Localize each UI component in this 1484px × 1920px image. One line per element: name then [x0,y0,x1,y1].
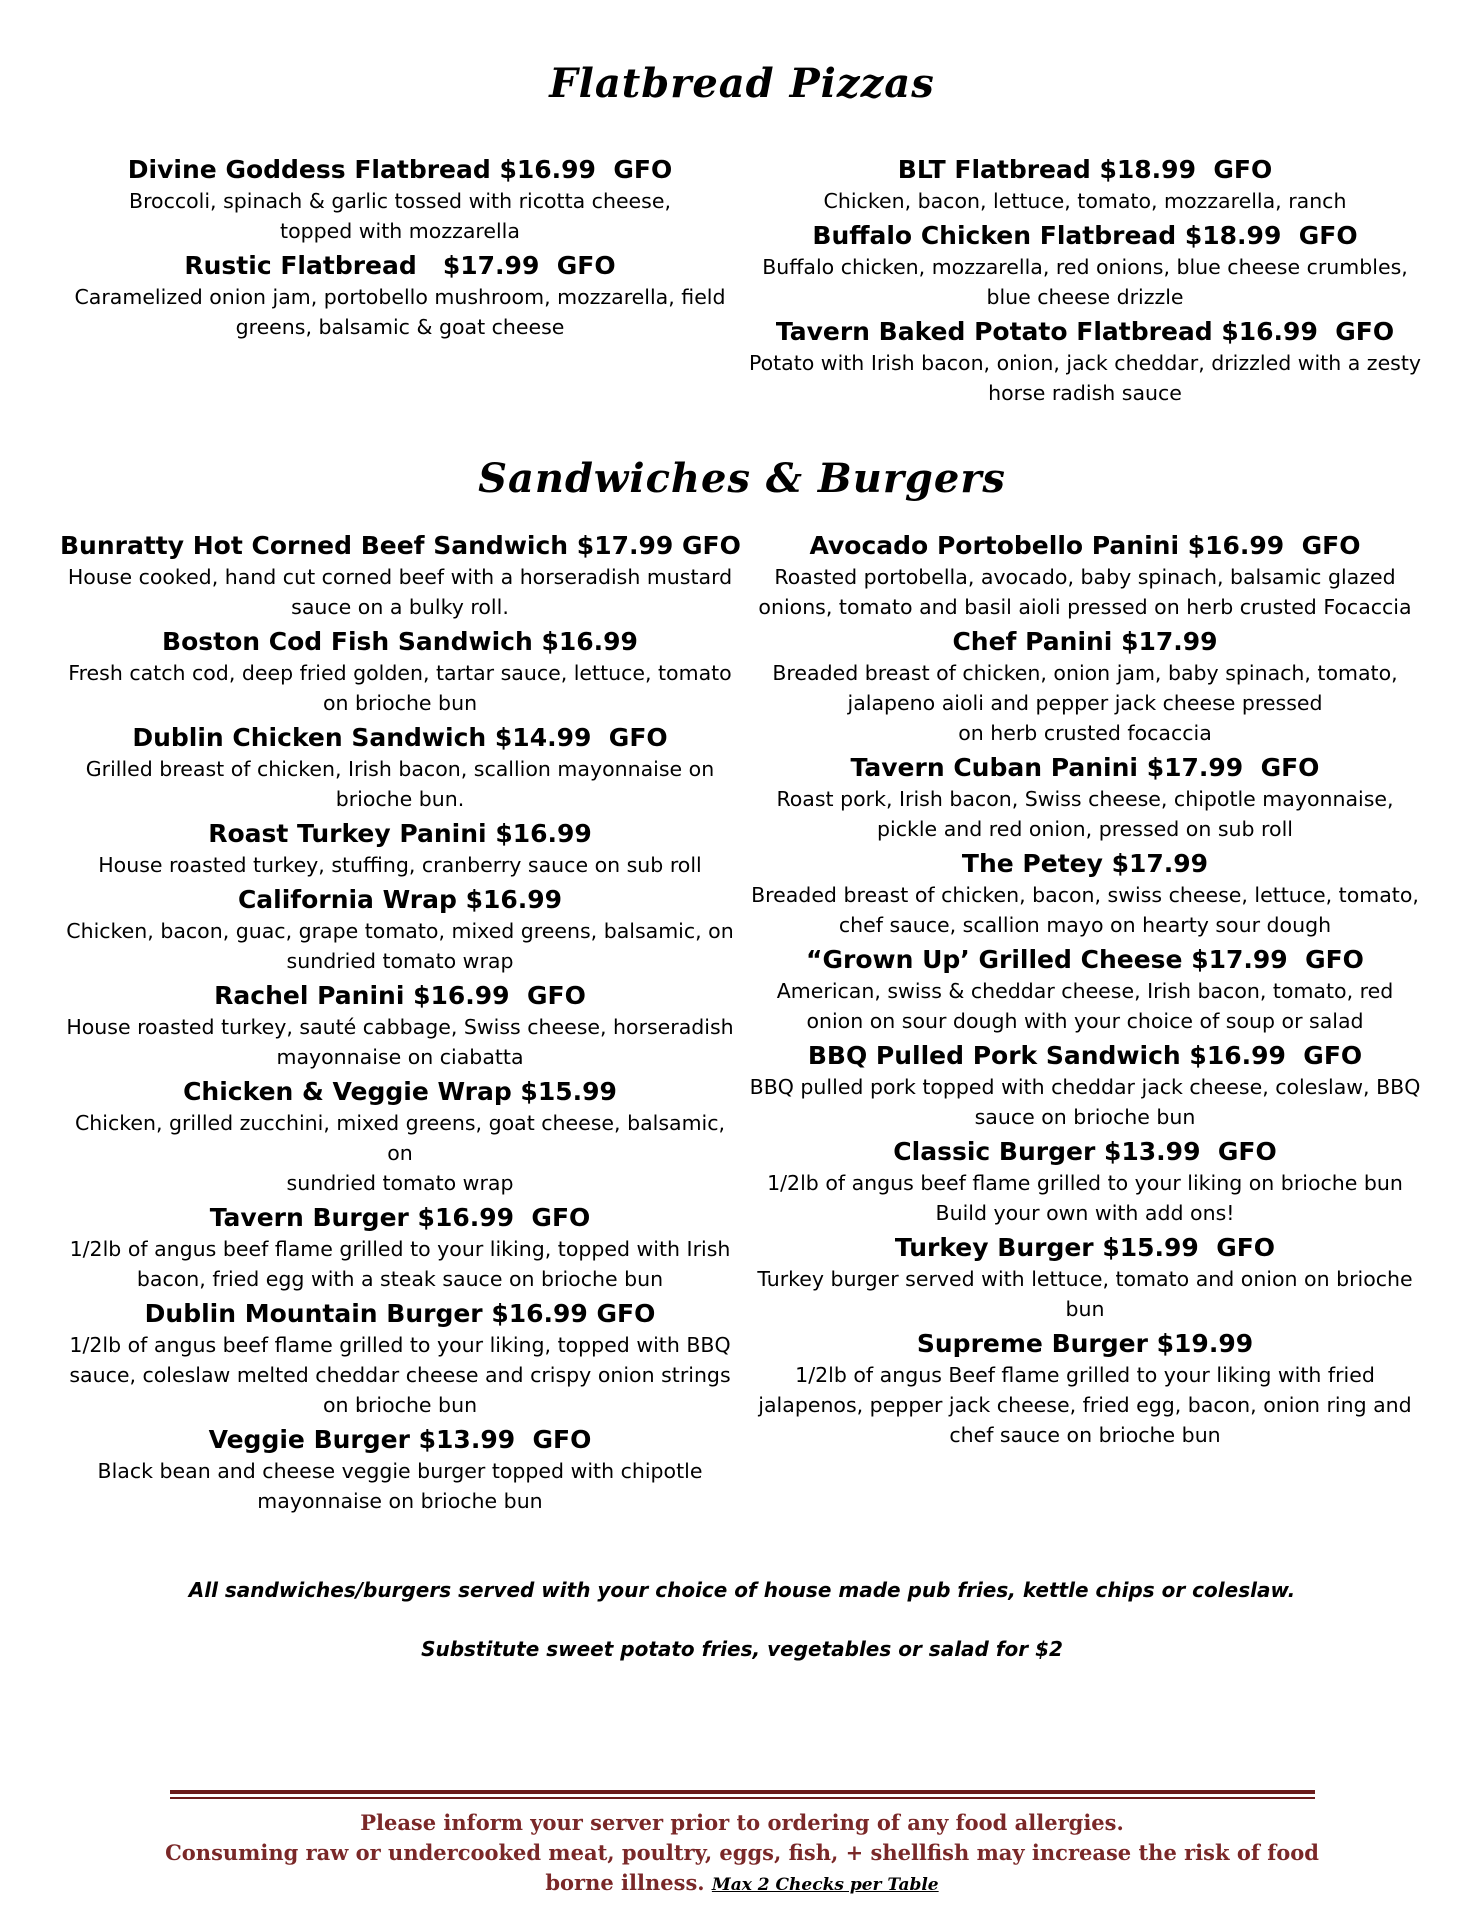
menu-item-description: Chicken, grilled zucchini, mixed greens, goat cheese, balsamic, on [74,1111,726,1165]
menu-item [60,980,740,1072]
menu-item-description: Roasted portobella, avocado, baby spinach, balsamic glazed [774,565,1396,589]
menu-item [60,1298,740,1420]
menu-item-title: Boston Cod Fish Sandwich $16.99 [162,627,638,656]
menu-item-title: Dublin Mountain Burger $16.99 GFO [144,1299,656,1328]
menu-item-title: Bunratty Hot Corned Beef Sandwich $17.99 GFO [60,531,741,560]
menu-item-description: sauce, coleslaw melted cheddar cheese and crispy onion strings [69,1363,731,1387]
menu-item [60,154,740,246]
raw-food-warning-end-text: borne illness [545,1870,698,1895]
menu-item-description: Turkey burger served with lettuce, tomato and onion on brioche [757,1267,1413,1291]
menu-item-description: chef sauce, scallion mayo on hearty sour dough [838,913,1332,937]
menu-item [60,626,740,718]
menu-item [745,944,1425,1036]
menu-item-description: House cooked, hand cut corned beef with a horseradish mustard [67,565,733,589]
menu-item-description: Buffalo chicken, mozzarella, red onions, blue cheese crumbles, [762,255,1408,279]
menu-item [745,1040,1425,1132]
menu-item-description: 1/2lb of angus beef flame grilled to your liking, topped with Irish [69,1237,731,1261]
menu-item [60,1076,740,1198]
menu-item-description: Black bean and cheese veggie burger topped with chipotle [97,1459,703,1483]
menu-item-description: blue cheese drizzle [986,285,1184,309]
menu-item-description: Breaded breast of chicken, bacon, swiss cheese, lettuce, tomato, [751,883,1419,907]
menu-item-title: Avocado Portobello Panini $16.99 GFO [809,531,1361,560]
menu-item-description: 1/2lb of angus beef flame grilled to your liking on brioche bun [767,1171,1403,1195]
menu-item-description: Broccoli, spinach & garlic tossed with ricotta cheese, [129,189,671,213]
flatbread-title: Flatbread Pizzas [549,60,935,107]
menu-item-title: “Grown Up’ Grilled Cheese $17.99 GFO [806,945,1364,974]
menu-item-description: Chicken, bacon, lettuce, tomato, mozzarella, ranch [823,189,1347,213]
menu-item-description: 1/2lb of angus beef flame grilled to your liking, topped with BBQ [69,1333,731,1357]
menu-item [60,884,740,976]
menu-item [60,1202,740,1294]
menu-item-description: sundried tomato wrap [286,1171,514,1195]
allergy-notice: Please inform your server prior to ordering of any food allergies. [360,1810,1124,1835]
menu-item-description: 1/2lb of angus Beef flame grilled to your liking with fried [795,1363,1375,1387]
menu-item [60,722,740,814]
menu-item-description: Grilled breast of chicken, Irish bacon, scallion mayonnaise on [85,757,715,781]
menu-item [745,316,1425,408]
menu-item-description: mayonnaise on brioche bun [257,1489,543,1513]
menu-item-description: topped with mozzarella [280,219,520,243]
flatbread-right-column [745,154,1425,412]
menu-item [745,1136,1425,1228]
menu-item-description: greens, balsamic & goat cheese [235,315,565,339]
menu-item-title: Divine Goddess Flatbread $16.99 GFO [127,155,673,184]
footer-rule-bottom [170,1797,1315,1799]
menu-item-description: onions, tomato and basil aioli pressed on herb crusted Focaccia [758,595,1412,619]
menu-item-title: Rustic Flatbread $17.99 GFO [184,251,616,280]
menu-item-title: BLT Flatbread $18.99 GFO [897,155,1273,184]
menu-item-description: Caramelized onion jam, portobello mushroom, mozzarella, field [74,285,726,309]
raw-food-warning-end [0,1868,1484,1900]
menu-item-title: Dublin Chicken Sandwich $14.99 GFO [132,723,668,752]
menu-item-description: mayonnaise on ciabatta [276,1045,524,1069]
menu-item [745,154,1425,216]
menu-item-description: bacon, fried egg with a steak sauce on brioche bun [136,1267,664,1291]
menu-item-description: House roasted turkey, stuffing, cranberry sauce on sub roll [98,853,702,877]
menu-item-title: Buffalo Chicken Flatbread $18.99 GFO [812,221,1358,250]
menu-item [60,1424,740,1516]
menu-item [745,530,1425,622]
sandwiches-left-column [60,530,740,1520]
served-with-note: All sandwiches/burgers served with your choice of house made pub fries, kettle chips or coleslaw. [188,1578,1296,1602]
menu-item-title: Turkey Burger $15.99 GFO [894,1233,1276,1262]
menu-item-description: sundried tomato wrap [286,949,514,973]
menu-item-description: bun [1065,1297,1105,1321]
sandwiches-title: Sandwiches & Burgers [478,455,1006,502]
footer-rule-top [170,1790,1315,1794]
menu-item-title: Classic Burger $13.99 GFO [893,1137,1277,1166]
menu-item-description: chef sauce on brioche bun [949,1423,1221,1447]
menu-item-description: pickle and red onion, pressed on sub roll [877,817,1293,841]
menu-item [60,818,740,880]
menu-item-title: BBQ Pulled Pork Sandwich $16.99 GFO [807,1041,1363,1070]
menu-item-description: Potato with Irish bacon, onion, jack cheddar, drizzled with a zesty [748,351,1422,375]
menu-item-description: Roast pork, Irish bacon, Swiss cheese, chipotle mayonnaise, [776,787,1394,811]
menu-item-description: on brioche bun [322,1393,478,1417]
menu-item-description: brioche bun. [335,787,465,811]
raw-food-warning: Consuming raw or undercooked meat, poultry, eggs, fish, + shellfish may increase the risk of food [165,1840,1319,1865]
menu-item-title: Tavern Cuban Panini $17.99 GFO [850,753,1320,782]
menu-item-description: sauce on a bulky roll. [291,595,509,619]
menu-item [745,848,1425,940]
raw-food-warning-period: . [697,1870,705,1895]
menu-item-description: jalapeno aioli and pepper jack cheese pressed [847,691,1323,715]
menu-item-description: on herb crusted focaccia [958,721,1212,745]
menu-item-description: horse radish sauce [988,381,1182,405]
menu-item-title: Supreme Burger $19.99 [916,1329,1254,1358]
menu-item [745,1232,1425,1324]
menu-item-title: The Petey $17.99 [961,849,1209,878]
menu-item-description: American, swiss & cheddar cheese, Irish bacon, tomato, red [776,979,1394,1003]
menu-item-title: Veggie Burger $13.99 GFO [208,1425,592,1454]
menu-item-description: Breaded breast of chicken, onion jam, baby spinach, tomato, [772,661,1398,685]
substitute-note: Substitute sweet potato fries, vegetables or salad for $2 [421,1637,1063,1661]
menu-item-description: BBQ pulled pork topped with cheddar jack cheese, coleslaw, BBQ [749,1075,1421,1099]
menu-item [745,1328,1425,1450]
menu-item-description: sauce on brioche bun [974,1105,1196,1129]
menu-item-description: House roasted turkey, sauté cabbage, Swiss cheese, horseradish [66,1015,734,1039]
menu-item-title: Chicken & Veggie Wrap $15.99 [183,1077,617,1106]
menu-item [60,530,740,622]
menu-item-title: Tavern Burger $16.99 GFO [209,1203,591,1232]
menu-item [60,250,740,342]
menu-item-description: onion on sour dough with your choice of soup or salad [806,1009,1364,1033]
menu-item [745,752,1425,844]
menu-item-description: Chicken, bacon, guac, grape tomato, mixed greens, balsamic, on [66,919,734,943]
menu-item-description: on brioche bun [322,691,478,715]
menu-item-description: Fresh catch cod, deep fried golden, tartar sauce, lettuce, tomato [68,661,732,685]
menu-item-title: Rachel Panini $16.99 GFO [214,981,586,1010]
menu-item-title: California Wrap $16.99 [237,885,563,914]
menu-item-title: Chef Panini $17.99 [952,627,1218,656]
menu-item-description: jalapenos, pepper jack cheese, fried egg, bacon, onion ring and [758,1393,1412,1417]
menu-item-title: Tavern Baked Potato Flatbread $16.99 GFO [775,317,1395,346]
flatbread-left-column [60,154,740,346]
menu-item-title: Roast Turkey Panini $16.99 [208,819,592,848]
menu-item [745,220,1425,312]
menu-item-description: Build your own with add ons! [935,1201,1235,1225]
max-checks-note: Max 2 Checks per Table [711,1875,939,1895]
sandwiches-right-column [745,530,1425,1454]
menu-item [745,626,1425,748]
